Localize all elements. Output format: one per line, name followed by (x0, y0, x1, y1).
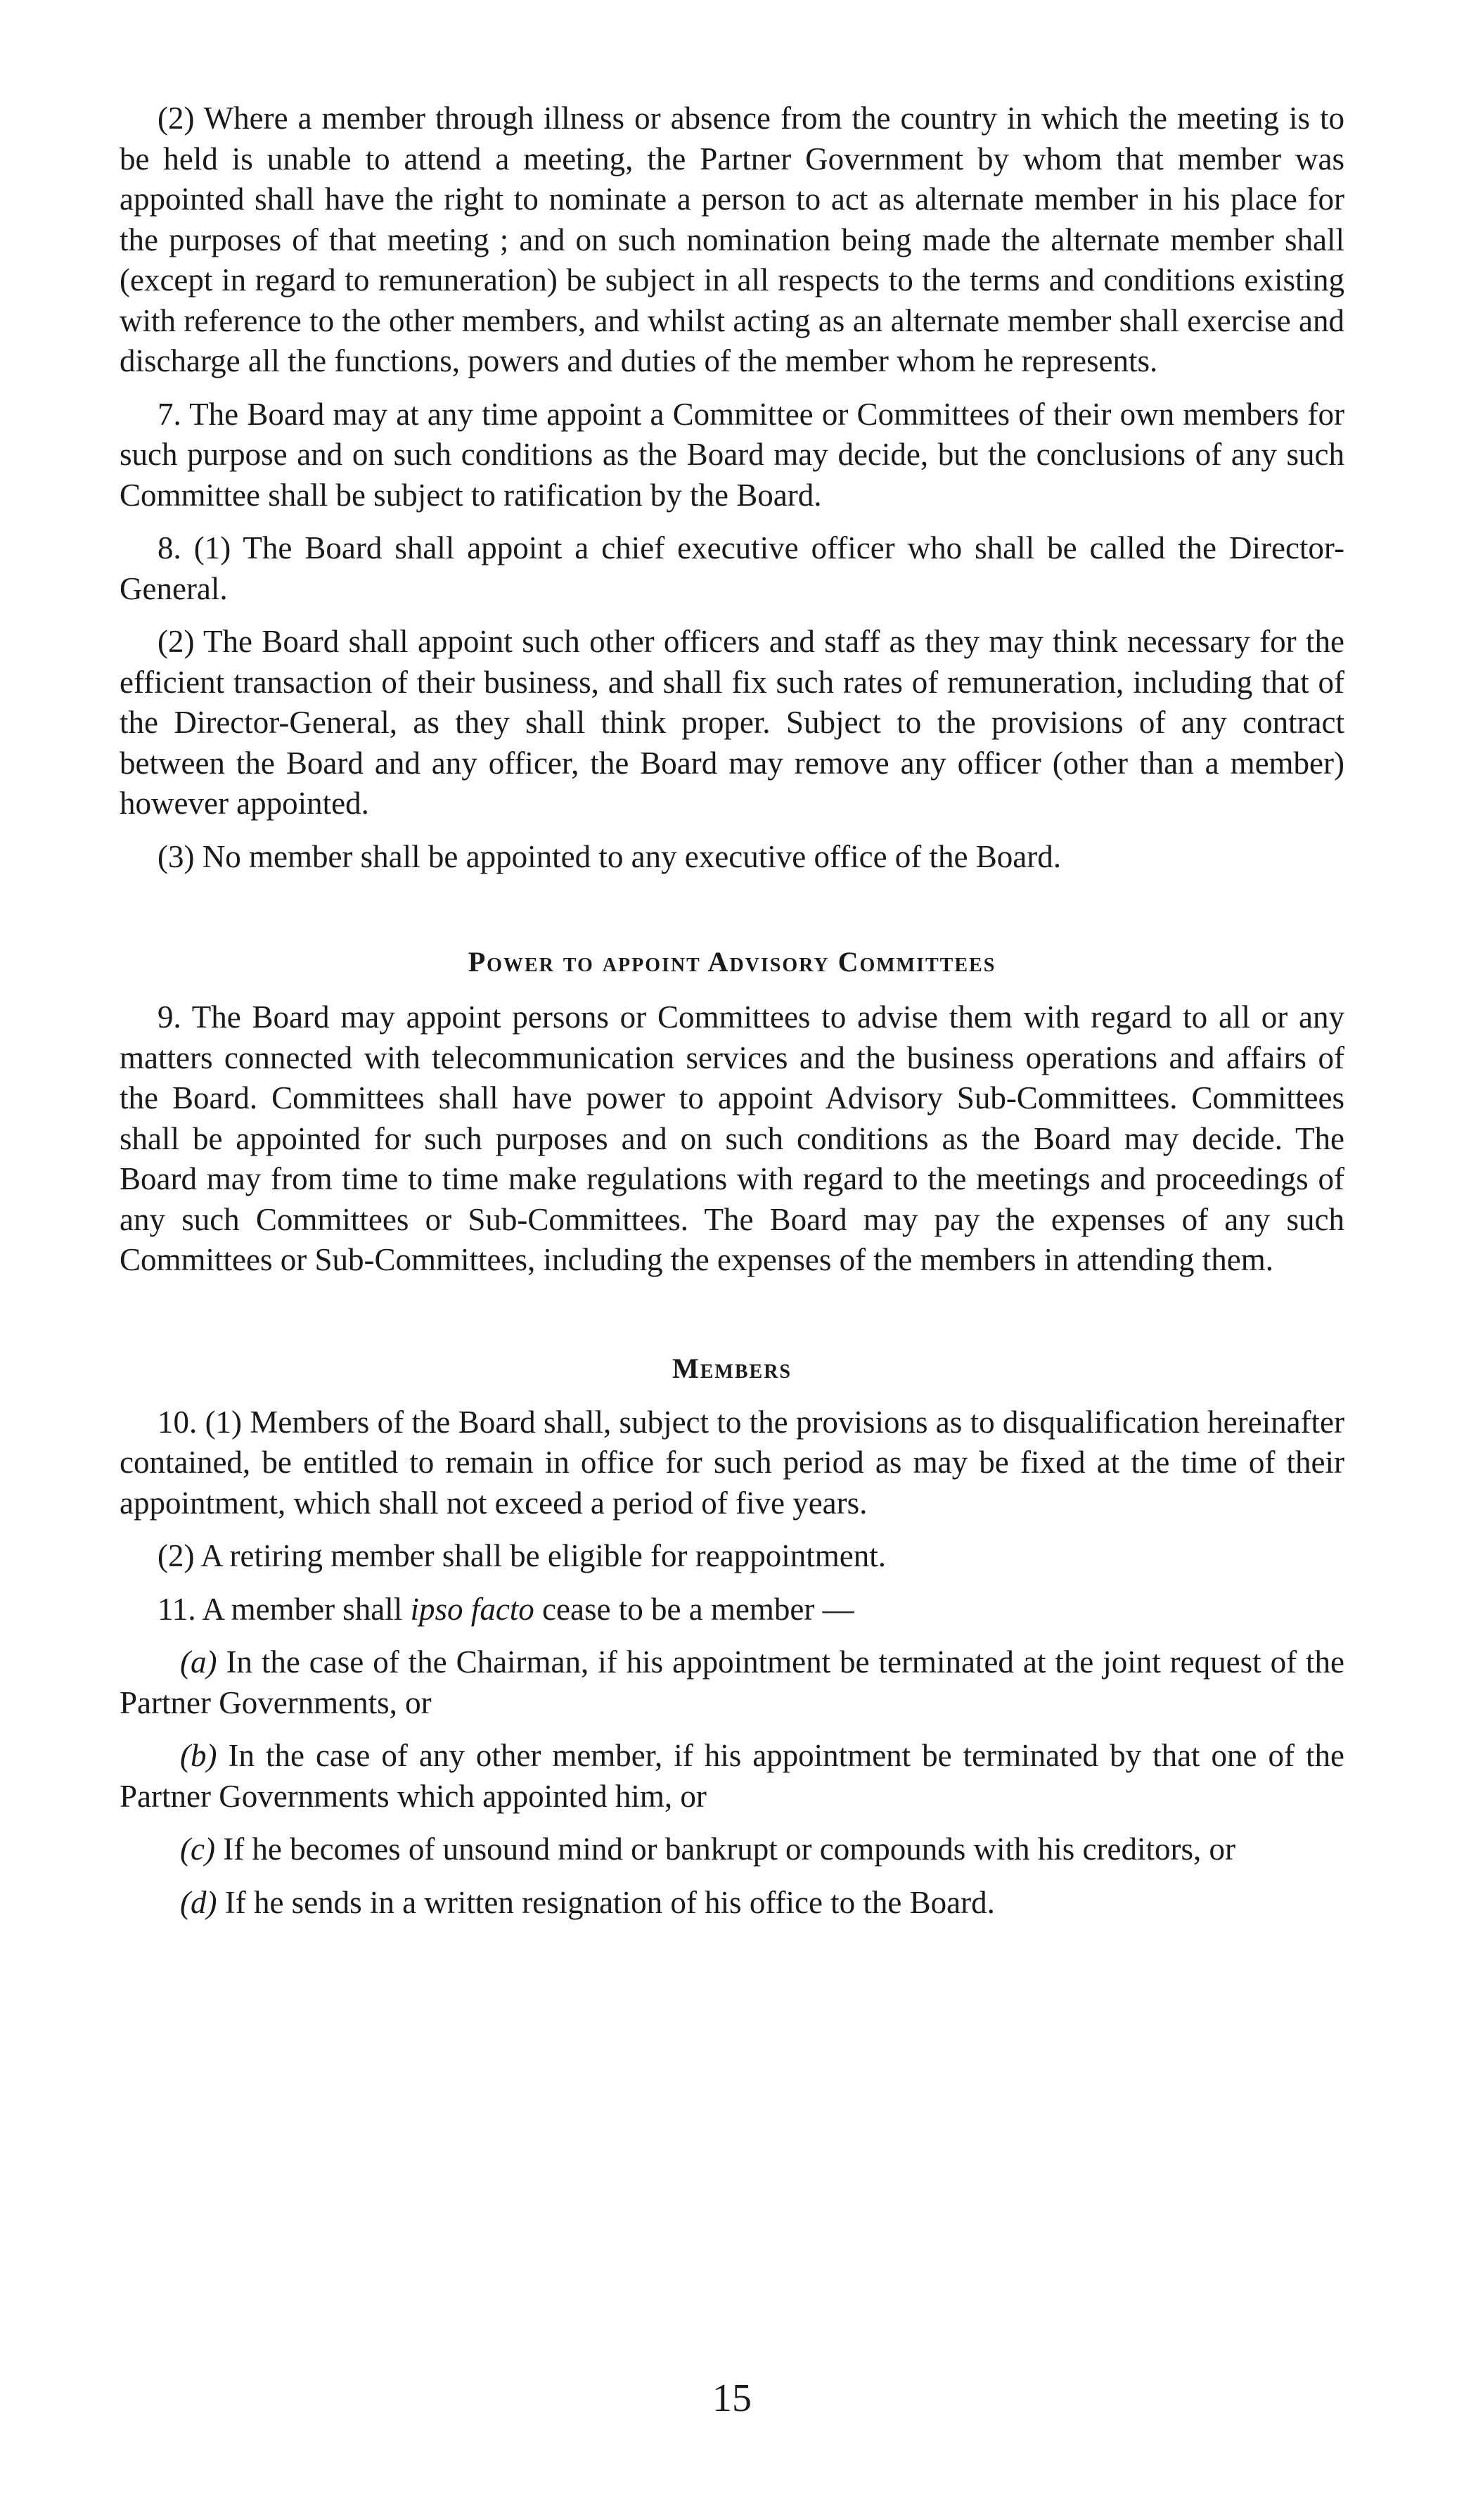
list-item-text: In the case of the Chairman, if his appointment be terminated at the joint request of the Partner Governments, or (120, 1644, 1344, 1720)
heading-advisory-committees: Power to appoint Advisory Committees (468, 946, 996, 978)
page-number: 15 (712, 2377, 752, 2420)
list-item-text: If he becomes of unsound mind or bankrupt or compounds with his creditors, or (214, 1831, 1235, 1867)
list-item-text: In the case of any other member, if his appointment be terminated by that one of the Partner Governments which appointed him, or (120, 1738, 1344, 1814)
paragraph-9: 9. The Board may appoint persons or Committees to advise them with regard to all or any matters connected with telecommunication services and the business operations and affairs of the Board. Committees shall have power to appoint Advisory Sub-Committees. Committees shall be appointed for such purposes and on such conditions as the Board may decide. The Board may from time to time make regulations with regard to the meetings and proceedings of any such Committees or Sub-Committees. The Board may pay the expenses of any such Committees or Sub-Committees, including the expenses of the members in attending them. (120, 999, 1344, 1277)
list-item-d (120, 1883, 1344, 1924)
list-item-label: (c) (180, 1831, 215, 1867)
paragraph-8-2: (2) The Board shall appoint such other officers and staff as they may think necessary for the efficient transaction of their business, and shall fix such rates of remuneration, including that of the Director-General, as they shall think proper. Subject to the provisions of any contract between the Board and any officer, the Board may remove any officer (other than a member) however appointed. (120, 624, 1344, 821)
list-item-label: (d) (180, 1884, 217, 1920)
paragraph-11 (120, 1590, 1344, 1630)
list-item-c (120, 1829, 1344, 1870)
paragraph-11-italic: ipso facto (410, 1591, 534, 1627)
heading-members: Members (672, 1352, 792, 1384)
paragraph-10-2: (2) A retiring member shall be eligible for reappointment. (158, 1538, 886, 1573)
paragraph-11-tail: cease to be a member — (534, 1591, 854, 1627)
document-page (120, 98, 1344, 1936)
paragraph-10-1: 10. (1) Members of the Board shall, subject to the provisions as to disqualification hereinafter contained, be entitled to remain in office for such period as may be fixed at the time of their appointment, which shall not exceed a period of five years. (120, 1404, 1344, 1521)
list-item-text: If he sends in a written resignation of his office to the Board. (217, 1884, 995, 1920)
paragraph-8-3: (3) No member shall be appointed to any executive office of the Board. (158, 838, 1061, 874)
list-item-label: (a) (180, 1644, 217, 1680)
paragraph-7: 7. The Board may at any time appoint a Committee or Committees of their own members for such purpose and on such conditions as the Board may decide, but the conclusions of any such Committee shall be subject to ratification by the Board. (120, 396, 1344, 513)
paragraph-8-1: 8. (1) The Board shall appoint a chief executive officer who shall be called the Director-General. (120, 530, 1344, 606)
list-item-b (120, 1736, 1344, 1817)
paragraph-6-2: (2) Where a member through illness or absence from the country in which the meeting is to be held is unable to attend a meeting, the Partner Government by whom that member was appointed shall have the right to nominate a person to act as alternate member in his place for the purposes of that meeting ; and on such nomination being made the alternate member shall (except in regard to remuneration) be subject in all respects to the terms and conditions existing with reference to the other members, and whilst acting as an alternate member shall exercise and discharge all the functions, powers and duties of the member whom he represents. (120, 101, 1344, 378)
paragraph-11-lead: 11. A member shall (158, 1591, 411, 1627)
list-item-a (120, 1642, 1344, 1723)
list-item-label: (b) (180, 1738, 217, 1773)
